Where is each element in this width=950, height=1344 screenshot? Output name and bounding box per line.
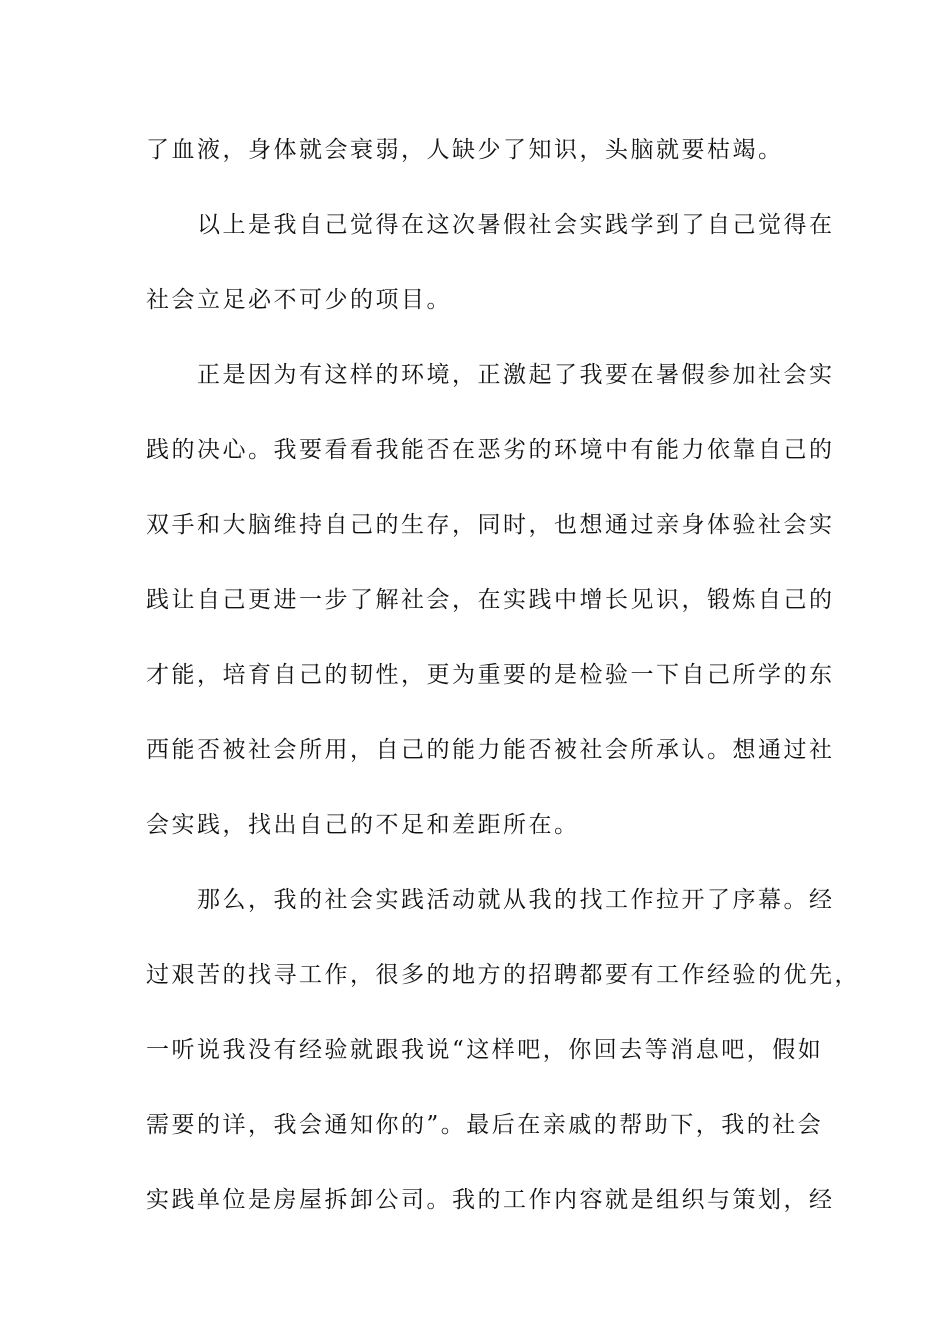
text-line: 实践单位是房屋拆卸公司。我的工作内容就是组织与策划，经 [146, 1187, 835, 1213]
text-line: 才能，培育自己的韧性，更为重要的是检验一下自己所学的东 [146, 662, 835, 688]
text-line: 那么，我的社会实践活动就从我的找工作拉开了序幕。经 [146, 887, 835, 913]
text-line: 正是因为有这样的环境，正激起了我要在暑假参加社会实 [146, 362, 835, 388]
text-line: 过艰苦的找寻工作，很多的地方的招聘都要有工作经验的优先， [146, 962, 860, 988]
text-line: 社会立足必不可少的项目。 [146, 287, 452, 313]
text-line: 西能否被社会所用，自己的能力能否被社会所承认。想通过社 [146, 737, 835, 763]
text-line: 双手和大脑维持自己的生存，同时，也想通过亲身体验社会实 [146, 512, 835, 538]
text-line: 需要的详，我会通知你的”。最后在亲戚的帮助下，我的社会 [146, 1112, 824, 1138]
text-line: 以上是我自己觉得在这次暑假社会实践学到了自己觉得在 [146, 212, 835, 238]
text-line: 会实践，找出自己的不足和差距所在。 [146, 812, 580, 838]
text-line: 践让自己更进一步了解社会，在实践中增长见识，锻炼自己的 [146, 587, 835, 613]
text-line: 一听说我没有经验就跟我说“这样吧，你回去等消息吧，假如 [146, 1037, 824, 1063]
text-line: 了血液，身体就会衰弱，人缺少了知识，头脑就要枯竭。 [146, 137, 784, 163]
document-body [146, 126, 860, 1251]
text-line: 践的决心。我要看看我能否在恶劣的环境中有能力依靠自己的 [146, 437, 835, 463]
